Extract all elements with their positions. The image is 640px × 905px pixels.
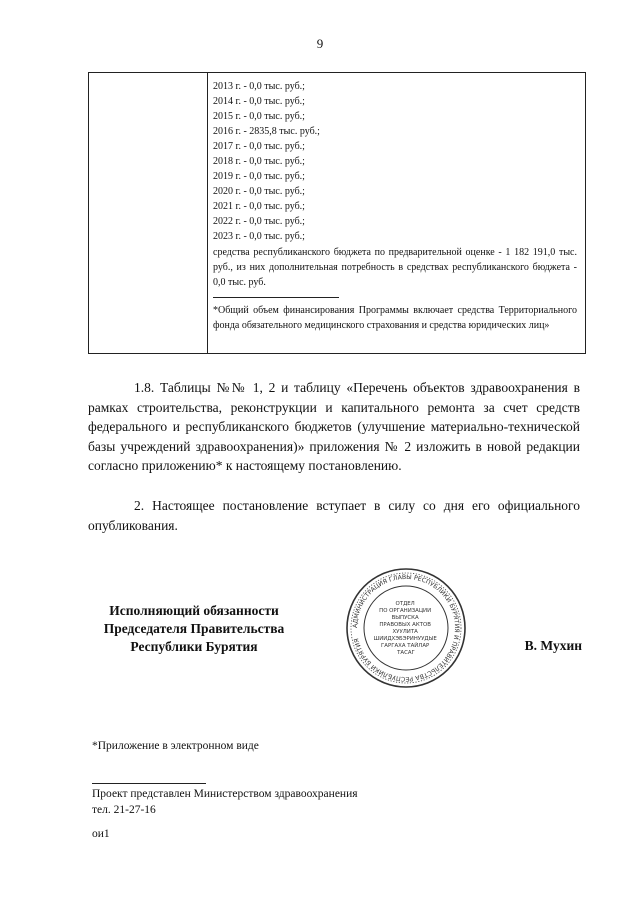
seal-inner-ring (364, 586, 448, 670)
seal-dotted-ring (351, 573, 461, 683)
seal-ring-text: АДМИНИСТРАЦИЯ ГЛАВЫ РЕСПУБЛИКИ БУРЯТИЯ И ПРАВИТЕЛЬСТВА РЕСПУБЛИКИ БУРЯТИЯ (351, 573, 461, 683)
signatory-name: В. Мухин (524, 638, 582, 653)
year-line-2018: 2018 г. - 0,0 тыс. руб.; (213, 156, 305, 167)
appendix-note: *Приложение в электронном виде (92, 740, 259, 752)
paragraph-1-8: 1.8. Таблицы №№ 1, 2 и таблицу «Перечень объектов здравоохранения в рамках строительства, реконструкции и капитального ремонта за счет средств федерального и республиканского бюджетов (улучшение материально-технической базы учреждений здравоохранения)» приложения № 2 изложить в новой редакции согласно приложению* к настоящему постановлению. (88, 380, 580, 474)
year-line-2017: 2017 г. - 0,0 тыс. руб.; (213, 141, 305, 152)
paragraph-2: 2. Настоящее постановление вступает в силу со дня его официального опубликования. (88, 498, 580, 533)
year-line-2014: 2014 г. - 0,0 тыс. руб.; (213, 96, 305, 107)
year-line-2022: 2022 г. - 0,0 тыс. руб.; (213, 216, 305, 227)
year-line-2019: 2019 г. - 0,0 тыс. руб.; (213, 171, 305, 182)
footer-code: ои1 (92, 828, 110, 840)
footer-phone: тел. 21-27-16 (92, 804, 156, 816)
footnote-rule (213, 297, 339, 298)
year-line-2021: 2021 г. - 0,0 тыс. руб.; (213, 201, 305, 212)
page-number: 9 (316, 36, 324, 51)
year-line-2023: 2023 г. - 0,0 тыс. руб.; (213, 231, 305, 242)
year-line-2020: 2020 г. - 0,0 тыс. руб.; (213, 186, 305, 197)
financing-cell (213, 79, 577, 333)
financing-table (88, 72, 586, 354)
year-line-2013: 2013 г. - 0,0 тыс. руб.; (213, 81, 305, 92)
year-line-2016: 2016 г. - 2835,8 тыс. руб.; (213, 126, 320, 137)
year-line-2015: 2015 г. - 0,0 тыс. руб.; (213, 111, 305, 122)
signatory-title-line-1: Исполняющий обязанности (109, 603, 279, 618)
seal-outer-ring (347, 569, 465, 687)
official-seal (345, 567, 467, 689)
footer-block (92, 786, 358, 842)
republican-funds-text: средства республиканского бюджета по предварительной оценке - 1 182 191,0 тыс. руб., из них дополнительная потребность в средствах республиканского бюджета - 0,0 тыс. руб. (213, 247, 577, 288)
signatory-title (84, 602, 304, 656)
signatory-title-line-2: Председателя Правительства (103, 621, 285, 636)
table-footnote: *Общий объем финансирования Программы включает средства Территориального фонда обязательного медицинского страхования и средства юридических лиц» (213, 305, 577, 331)
seal-center-text: ОТДЕЛ ПО ОРГАНИЗАЦИИ ВЫПУСКА ПРАВОВЫХ АКТОВ ХУУЛИТА ШИИДХЭБЭРИНУУДЫЕ ГАРГАХА ТАЙЛАР ТАСАГ (373, 601, 437, 656)
footer-rule (92, 783, 206, 784)
signatory-title-line-3: Республики Бурятия (130, 639, 258, 654)
table-column-divider (207, 73, 208, 353)
footer-presented-by: Проект представлен Министерством здравоохранения (92, 788, 358, 800)
